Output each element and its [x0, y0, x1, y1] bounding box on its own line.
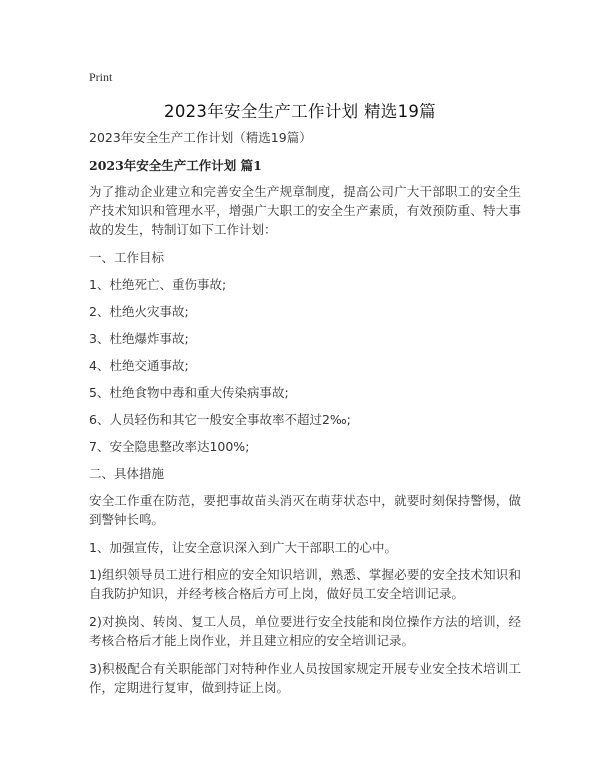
goal-item: 7、安全隐患整改率达100%; [89, 439, 250, 454]
measure-subitem: 1)组织领导员工进行相应的安全知识培训，熟悉、掌握必要的安全技术知识和自我防护知识，并经考核合格后方可上岗，做好员工安全培训记录。 [89, 567, 521, 601]
goal-item: 6、人员轻伤和其它一般安全事故率不超过2‰; [89, 412, 351, 427]
goal-item: 3、杜绝爆炸事故; [89, 331, 189, 346]
goal-item: 4、杜绝交通事故; [89, 358, 189, 373]
goal-item: 5、杜绝食物中毒和重大传染病事故; [89, 385, 289, 400]
measure-subitem: 3)积极配合有关职能部门对特种作业人员按国家规定开展专业安全技术培训工作，定期进行复审，做到持证上岗。 [89, 661, 521, 695]
goal-item: 2、杜绝火灾事故; [89, 304, 189, 319]
document-subtitle: 2023年安全生产工作计划（精选19篇） [89, 130, 312, 145]
measures-intro-paragraph: 安全工作重在防范，要把事故苗头消灭在萌芽状态中，就要时刻保持警惕，做到警钟长鸣。 [89, 493, 521, 527]
page-title: 2023年安全生产工作计划 精选19篇 [164, 102, 436, 121]
section-heading: 2023年安全生产工作计划 篇1 [89, 158, 262, 173]
print-label: Print [89, 70, 113, 84]
measure-subitem: 2)对换岗、转岗、复工人员，单位要进行安全技能和岗位操作方法的培训，经考核合格后才能上岗作业，并且建立相应的安全培训记录。 [89, 614, 521, 648]
intro-paragraph: 为了推动企业建立和完善安全生产规章制度，提高公司广大干部职工的安全生产技术知识和管理水平，增强广大职工的安全生产素质，有效预防重、特大事故的发生，特制订如下工作计划： [89, 184, 521, 237]
goal-item: 1、杜绝死亡、重伤事故; [89, 277, 227, 292]
document-body [89, 128, 521, 706]
measure-item: 1、加强宣传，让安全意识深入到广大干部职工的心中。 [89, 540, 397, 555]
goals-heading: 一、工作目标 [89, 250, 165, 265]
measures-heading: 二、具体措施 [89, 466, 165, 481]
